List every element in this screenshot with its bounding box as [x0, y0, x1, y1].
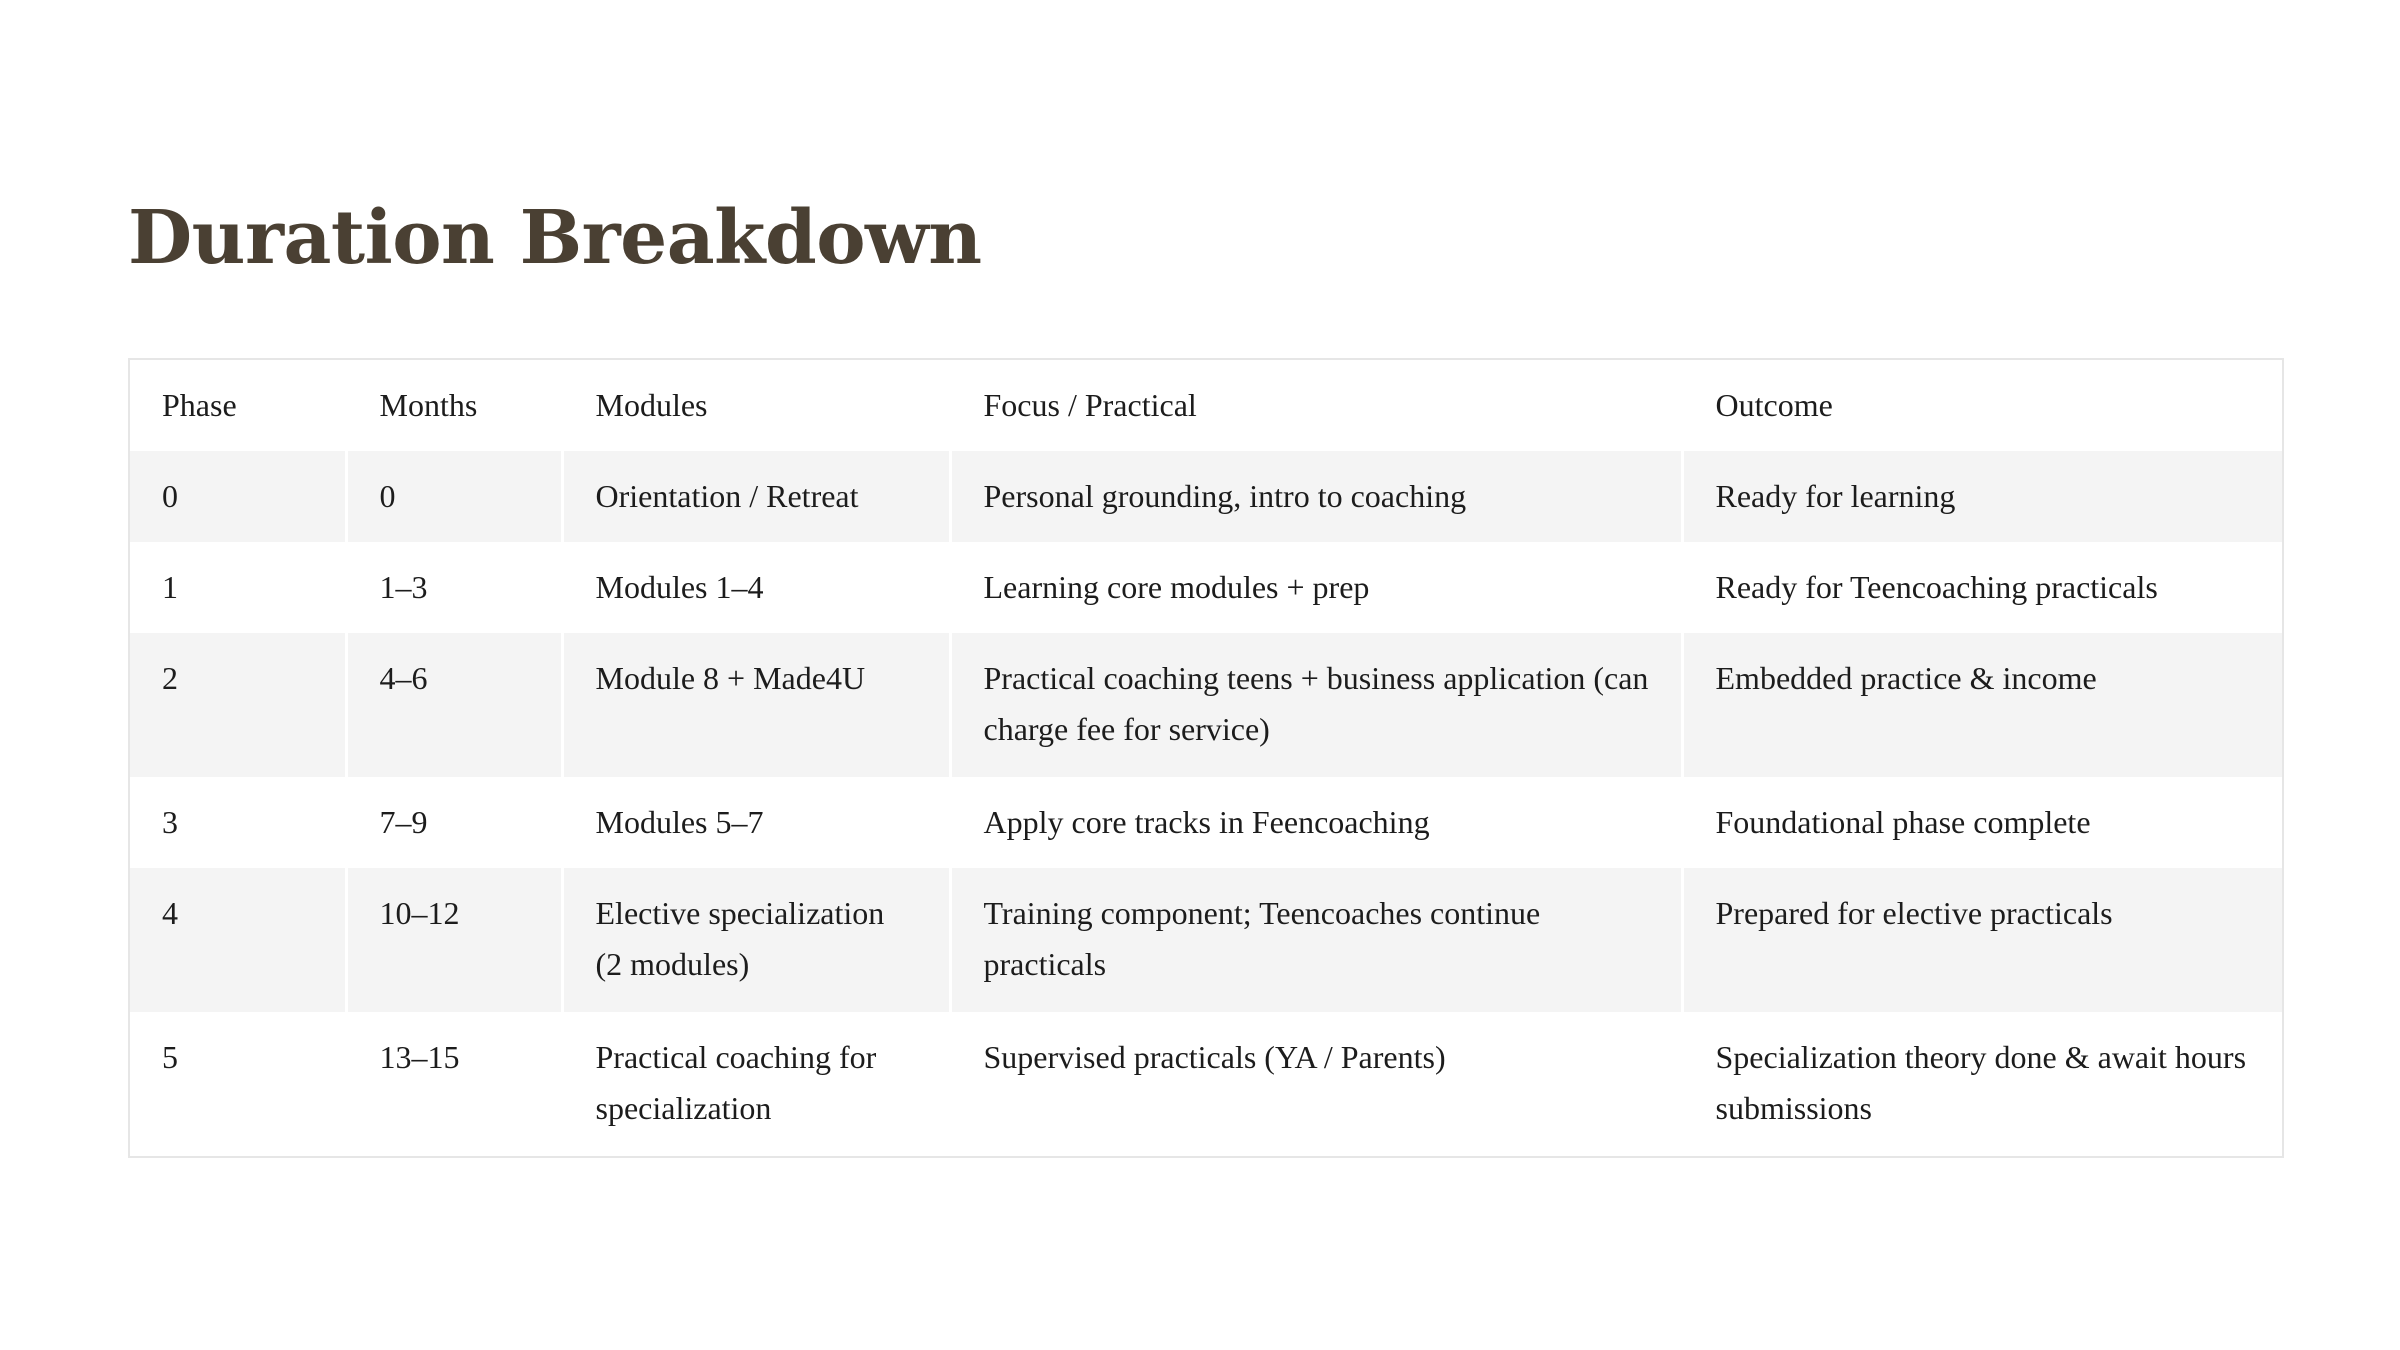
table-row: [130, 633, 2282, 777]
header-months: Months: [346, 360, 562, 451]
cell-phase: 4: [130, 868, 346, 1012]
header-focus: Focus / Practical: [950, 360, 1682, 451]
table-row: [130, 542, 2282, 633]
cell-focus: Practical coaching teens + business application (can charge fee for service): [950, 633, 1682, 777]
table-row: [130, 451, 2282, 542]
cell-modules: Orientation / Retreat: [562, 451, 950, 542]
cell-outcome: Ready for learning: [1682, 451, 2282, 542]
cell-focus: Personal grounding, intro to coaching: [950, 451, 1682, 542]
cell-outcome: Embedded practice & income: [1682, 633, 2282, 777]
cell-phase: 1: [130, 542, 346, 633]
cell-phase: 5: [130, 1012, 346, 1156]
cell-months: 0: [346, 451, 562, 542]
cell-modules: Module 8 + Made4U: [562, 633, 950, 777]
cell-months: 13–15: [346, 1012, 562, 1156]
header-outcome: Outcome: [1682, 360, 2282, 451]
cell-phase: 3: [130, 777, 346, 868]
duration-table: [128, 358, 2284, 1158]
cell-months: 7–9: [346, 777, 562, 868]
page-title: Duration Breakdown: [128, 195, 982, 281]
cell-focus: Learning core modules + prep: [950, 542, 1682, 633]
header-phase: Phase: [130, 360, 346, 451]
cell-phase: 2: [130, 633, 346, 777]
cell-months: 10–12: [346, 868, 562, 1012]
cell-outcome: Prepared for elective practicals: [1682, 868, 2282, 1012]
table-row: [130, 1012, 2282, 1156]
cell-outcome: Ready for Teencoaching practicals: [1682, 542, 2282, 633]
table-header-row: [130, 360, 2282, 451]
cell-months: 1–3: [346, 542, 562, 633]
cell-focus: Training component; Teencoaches continue practicals: [950, 868, 1682, 1012]
cell-outcome: Specialization theory done & await hours submissions: [1682, 1012, 2282, 1156]
cell-focus: Supervised practicals (YA / Parents): [950, 1012, 1682, 1156]
table-row: [130, 777, 2282, 868]
cell-phase: 0: [130, 451, 346, 542]
cell-modules: Modules 1–4: [562, 542, 950, 633]
header-modules: Modules: [562, 360, 950, 451]
cell-modules: Modules 5–7: [562, 777, 950, 868]
table-row: [130, 868, 2282, 1012]
cell-modules: Practical coaching for specialization: [562, 1012, 950, 1156]
cell-outcome: Foundational phase complete: [1682, 777, 2282, 868]
cell-months: 4–6: [346, 633, 562, 777]
cell-focus: Apply core tracks in Feencoaching: [950, 777, 1682, 868]
cell-modules: Elective specialization (2 modules): [562, 868, 950, 1012]
